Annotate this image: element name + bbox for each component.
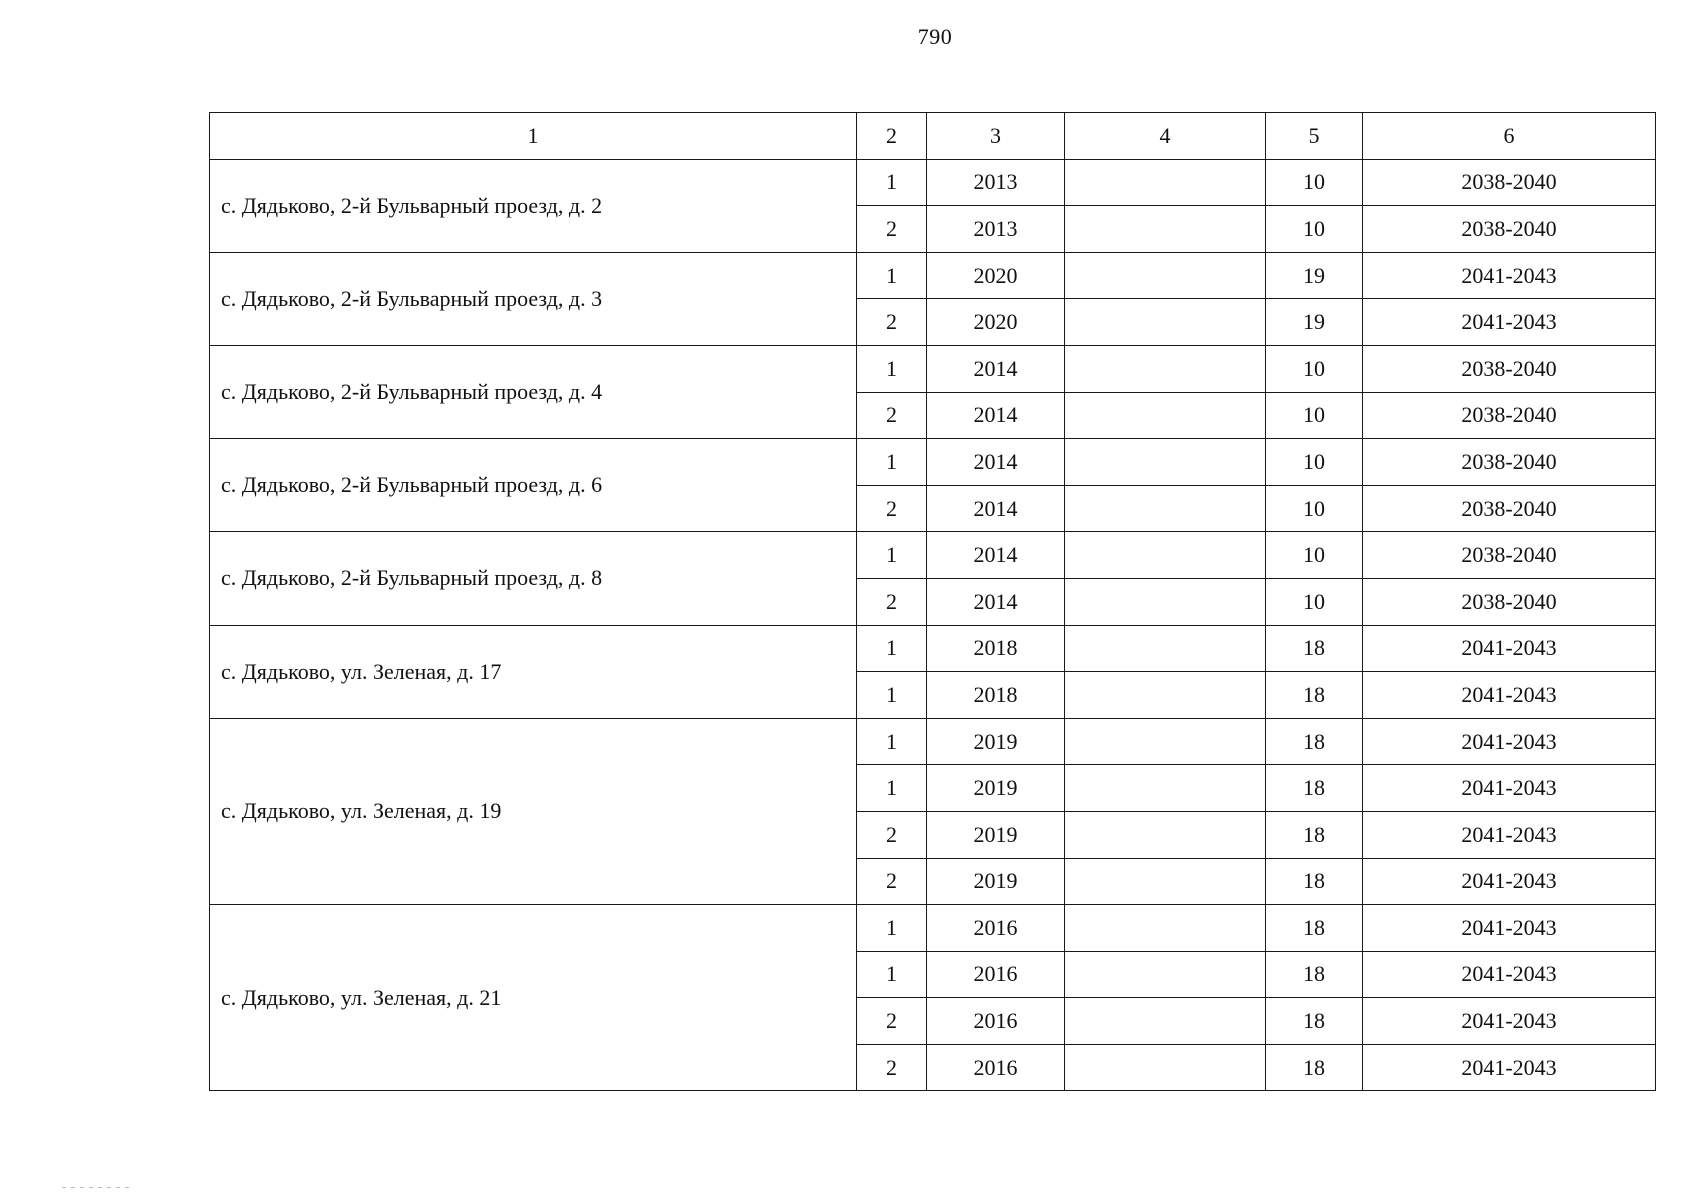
cell-c4 bbox=[1065, 998, 1266, 1045]
header-cell-6: 6 bbox=[1363, 113, 1656, 160]
cell-c2: 1 bbox=[857, 439, 927, 486]
cell-c5: 18 bbox=[1266, 905, 1363, 952]
cell-c2: 1 bbox=[857, 625, 927, 672]
address-cell: с. Дядьково, ул. Зеленая, д. 21 bbox=[210, 905, 857, 1091]
cell-c6: 2038-2040 bbox=[1363, 485, 1656, 532]
cell-c4 bbox=[1065, 252, 1266, 299]
cell-c2: 2 bbox=[857, 578, 927, 625]
cell-c3: 2019 bbox=[927, 718, 1065, 765]
cell-c6: 2041-2043 bbox=[1363, 718, 1656, 765]
address-cell: с. Дядьково, 2-й Бульварный проезд, д. 8 bbox=[210, 532, 857, 625]
cell-c6: 2041-2043 bbox=[1363, 905, 1656, 952]
cell-c5: 10 bbox=[1266, 159, 1363, 206]
cell-c2: 2 bbox=[857, 299, 927, 346]
cell-c3: 2016 bbox=[927, 1044, 1065, 1091]
cell-c4 bbox=[1065, 439, 1266, 486]
cell-c5: 10 bbox=[1266, 578, 1363, 625]
cell-c3: 2014 bbox=[927, 485, 1065, 532]
cell-c5: 19 bbox=[1266, 252, 1363, 299]
cell-c4 bbox=[1065, 578, 1266, 625]
cell-c6: 2038-2040 bbox=[1363, 159, 1656, 206]
table-row bbox=[210, 532, 1656, 579]
table-row bbox=[210, 905, 1656, 952]
cell-c3: 2014 bbox=[927, 578, 1065, 625]
cell-c6: 2041-2043 bbox=[1363, 672, 1656, 719]
header-cell-4: 4 bbox=[1065, 113, 1266, 160]
cell-c3: 2014 bbox=[927, 345, 1065, 392]
cell-c4 bbox=[1065, 811, 1266, 858]
header-cell-1: 1 bbox=[210, 113, 857, 160]
cell-c5: 18 bbox=[1266, 625, 1363, 672]
cell-c6: 2041-2043 bbox=[1363, 625, 1656, 672]
cell-c4 bbox=[1065, 392, 1266, 439]
table-body bbox=[210, 159, 1656, 1091]
cell-c5: 18 bbox=[1266, 951, 1363, 998]
cell-c5: 10 bbox=[1266, 439, 1363, 486]
cell-c6: 2041-2043 bbox=[1363, 858, 1656, 905]
cell-c5: 18 bbox=[1266, 672, 1363, 719]
address-cell: с. Дядьково, ул. Зеленая, д. 19 bbox=[210, 718, 857, 904]
table-row bbox=[210, 345, 1656, 392]
cell-c4 bbox=[1065, 858, 1266, 905]
cell-c2: 1 bbox=[857, 532, 927, 579]
cell-c6: 2038-2040 bbox=[1363, 532, 1656, 579]
cell-c5: 10 bbox=[1266, 485, 1363, 532]
cell-c3: 2019 bbox=[927, 765, 1065, 812]
table-row bbox=[210, 718, 1656, 765]
cell-c3: 2014 bbox=[927, 532, 1065, 579]
cell-c4 bbox=[1065, 765, 1266, 812]
cell-c4 bbox=[1065, 672, 1266, 719]
cell-c3: 2020 bbox=[927, 252, 1065, 299]
page-number: 790 bbox=[917, 24, 953, 49]
cell-c6: 2038-2040 bbox=[1363, 345, 1656, 392]
cell-c3: 2019 bbox=[927, 858, 1065, 905]
cell-c3: 2020 bbox=[927, 299, 1065, 346]
cell-c6: 2041-2043 bbox=[1363, 1044, 1656, 1091]
cell-c4 bbox=[1065, 485, 1266, 532]
cell-c5: 18 bbox=[1266, 998, 1363, 1045]
cell-c6: 2041-2043 bbox=[1363, 811, 1656, 858]
cell-c3: 2018 bbox=[927, 625, 1065, 672]
cell-c5: 18 bbox=[1266, 811, 1363, 858]
cell-c3: 2016 bbox=[927, 951, 1065, 998]
cell-c3: 2013 bbox=[927, 159, 1065, 206]
cell-c2: 2 bbox=[857, 858, 927, 905]
cell-c6: 2038-2040 bbox=[1363, 392, 1656, 439]
scan-artifact bbox=[62, 1187, 132, 1188]
cell-c2: 1 bbox=[857, 159, 927, 206]
table-row bbox=[210, 252, 1656, 299]
header-cell-2: 2 bbox=[857, 113, 927, 160]
cell-c4 bbox=[1065, 905, 1266, 952]
cell-c5: 18 bbox=[1266, 765, 1363, 812]
cell-c5: 18 bbox=[1266, 858, 1363, 905]
cell-c2: 2 bbox=[857, 1044, 927, 1091]
cell-c3: 2016 bbox=[927, 998, 1065, 1045]
cell-c4 bbox=[1065, 299, 1266, 346]
cell-c6: 2041-2043 bbox=[1363, 252, 1656, 299]
cell-c2: 1 bbox=[857, 672, 927, 719]
cell-c3: 2014 bbox=[927, 439, 1065, 486]
table-row bbox=[210, 439, 1656, 486]
cell-c2: 2 bbox=[857, 392, 927, 439]
address-cell: с. Дядьково, 2-й Бульварный проезд, д. 2 bbox=[210, 159, 857, 252]
cell-c4 bbox=[1065, 159, 1266, 206]
cell-c4 bbox=[1065, 625, 1266, 672]
cell-c6: 2041-2043 bbox=[1363, 299, 1656, 346]
cell-c6: 2038-2040 bbox=[1363, 206, 1656, 253]
cell-c5: 18 bbox=[1266, 1044, 1363, 1091]
cell-c2: 1 bbox=[857, 345, 927, 392]
cell-c3: 2018 bbox=[927, 672, 1065, 719]
cell-c2: 1 bbox=[857, 765, 927, 812]
cell-c2: 1 bbox=[857, 951, 927, 998]
cell-c5: 19 bbox=[1266, 299, 1363, 346]
data-table bbox=[209, 112, 1656, 1091]
cell-c2: 1 bbox=[857, 718, 927, 765]
cell-c2: 1 bbox=[857, 905, 927, 952]
table-row bbox=[210, 159, 1656, 206]
address-cell: с. Дядьково, 2-й Бульварный проезд, д. 3 bbox=[210, 252, 857, 345]
cell-c3: 2019 bbox=[927, 811, 1065, 858]
cell-c4 bbox=[1065, 532, 1266, 579]
cell-c6: 2038-2040 bbox=[1363, 578, 1656, 625]
cell-c5: 10 bbox=[1266, 206, 1363, 253]
cell-c4 bbox=[1065, 951, 1266, 998]
table-header-row bbox=[210, 113, 1656, 160]
cell-c2: 2 bbox=[857, 485, 927, 532]
cell-c2: 1 bbox=[857, 252, 927, 299]
cell-c4 bbox=[1065, 345, 1266, 392]
cell-c2: 2 bbox=[857, 206, 927, 253]
cell-c3: 2014 bbox=[927, 392, 1065, 439]
cell-c6: 2038-2040 bbox=[1363, 439, 1656, 486]
cell-c2: 2 bbox=[857, 998, 927, 1045]
cell-c2: 2 bbox=[857, 811, 927, 858]
header-cell-3: 3 bbox=[927, 113, 1065, 160]
table-row bbox=[210, 625, 1656, 672]
cell-c3: 2016 bbox=[927, 905, 1065, 952]
cell-c4 bbox=[1065, 206, 1266, 253]
cell-c6: 2041-2043 bbox=[1363, 765, 1656, 812]
cell-c6: 2041-2043 bbox=[1363, 951, 1656, 998]
cell-c5: 10 bbox=[1266, 392, 1363, 439]
cell-c6: 2041-2043 bbox=[1363, 998, 1656, 1045]
address-cell: с. Дядьково, ул. Зеленая, д. 17 bbox=[210, 625, 857, 718]
cell-c5: 10 bbox=[1266, 345, 1363, 392]
cell-c3: 2013 bbox=[927, 206, 1065, 253]
cell-c5: 18 bbox=[1266, 718, 1363, 765]
header-cell-5: 5 bbox=[1266, 113, 1363, 160]
cell-c5: 10 bbox=[1266, 532, 1363, 579]
address-cell: с. Дядьково, 2-й Бульварный проезд, д. 4 bbox=[210, 345, 857, 438]
cell-c4 bbox=[1065, 718, 1266, 765]
cell-c4 bbox=[1065, 1044, 1266, 1091]
address-cell: с. Дядьково, 2-й Бульварный проезд, д. 6 bbox=[210, 439, 857, 532]
